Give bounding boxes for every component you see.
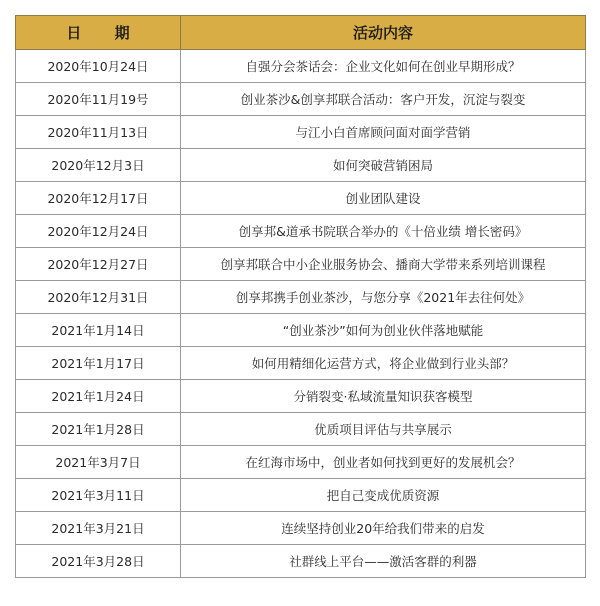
table-row [16, 281, 586, 314]
row-activity: “创业茶沙”如何为创业伙伴落地赋能 [181, 314, 586, 347]
table-row [16, 314, 586, 347]
row-date: 2020年12月27日 [16, 248, 181, 281]
table-body [16, 50, 586, 578]
table-row [16, 380, 586, 413]
row-activity: 与江小白首席顾问面对面学营销 [181, 116, 586, 149]
table-row [16, 545, 586, 578]
table-row [16, 215, 586, 248]
table-row [16, 347, 586, 380]
row-activity: 社群线上平台——激活客群的利器 [181, 545, 586, 578]
row-date: 2021年1月28日 [16, 413, 181, 446]
row-date: 2020年11月13日 [16, 116, 181, 149]
activity-table [15, 15, 586, 578]
table-row [16, 512, 586, 545]
row-date: 2020年11月19号 [16, 83, 181, 116]
row-activity: 创享邦联合中小企业服务协会、播商大学带来系列培训课程 [181, 248, 586, 281]
row-date: 2021年3月7日 [16, 446, 181, 479]
row-date: 2021年1月14日 [16, 314, 181, 347]
row-activity: 如何用精细化运营方式，将企业做到行业头部？ [181, 347, 586, 380]
row-date: 2021年3月21日 [16, 512, 181, 545]
row-date: 2021年3月11日 [16, 479, 181, 512]
table-row [16, 446, 586, 479]
table-row [16, 149, 586, 182]
row-activity: 把自己变成优质资源 [181, 479, 586, 512]
table-row [16, 413, 586, 446]
activity-schedule [15, 15, 585, 578]
row-activity: 连续坚持创业20年给我们带来的启发 [181, 512, 586, 545]
row-activity: 创享邦携手创业茶沙，与您分享《2021年去往何处》 [181, 281, 586, 314]
activity-column-header: 活动内容 [181, 16, 586, 50]
row-date: 2021年1月17日 [16, 347, 181, 380]
row-date: 2020年12月31日 [16, 281, 181, 314]
row-activity: 在红海市场中，创业者如何找到更好的发展机会？ [181, 446, 586, 479]
table-row [16, 248, 586, 281]
row-activity: 创享邦&道承书院联合举办的《十倍业绩 增长密码》 [181, 215, 586, 248]
row-date: 2020年12月17日 [16, 182, 181, 215]
row-activity: 自强分会茶话会：企业文化如何在创业早期形成？ [181, 50, 586, 83]
row-activity: 创业团队建设 [181, 182, 586, 215]
table-row [16, 479, 586, 512]
row-activity: 优质项目评估与共享展示 [181, 413, 586, 446]
table-row [16, 182, 586, 215]
date-column-header [16, 16, 181, 50]
table-row [16, 83, 586, 116]
row-activity: 创业茶沙&创享邦联合活动：客户开发，沉淀与裂变 [181, 83, 586, 116]
row-activity: 分销裂变·私域流量知识获客模型 [181, 380, 586, 413]
row-date: 2020年10月24日 [16, 50, 181, 83]
date-header-label: 日 期 [66, 24, 144, 42]
row-date: 2020年12月3日 [16, 149, 181, 182]
table-row [16, 116, 586, 149]
row-date: 2021年1月24日 [16, 380, 181, 413]
table-row [16, 50, 586, 83]
table-header-row [16, 16, 586, 50]
row-date: 2021年3月28日 [16, 545, 181, 578]
row-date: 2020年12月24日 [16, 215, 181, 248]
row-activity: 如何突破营销困局 [181, 149, 586, 182]
